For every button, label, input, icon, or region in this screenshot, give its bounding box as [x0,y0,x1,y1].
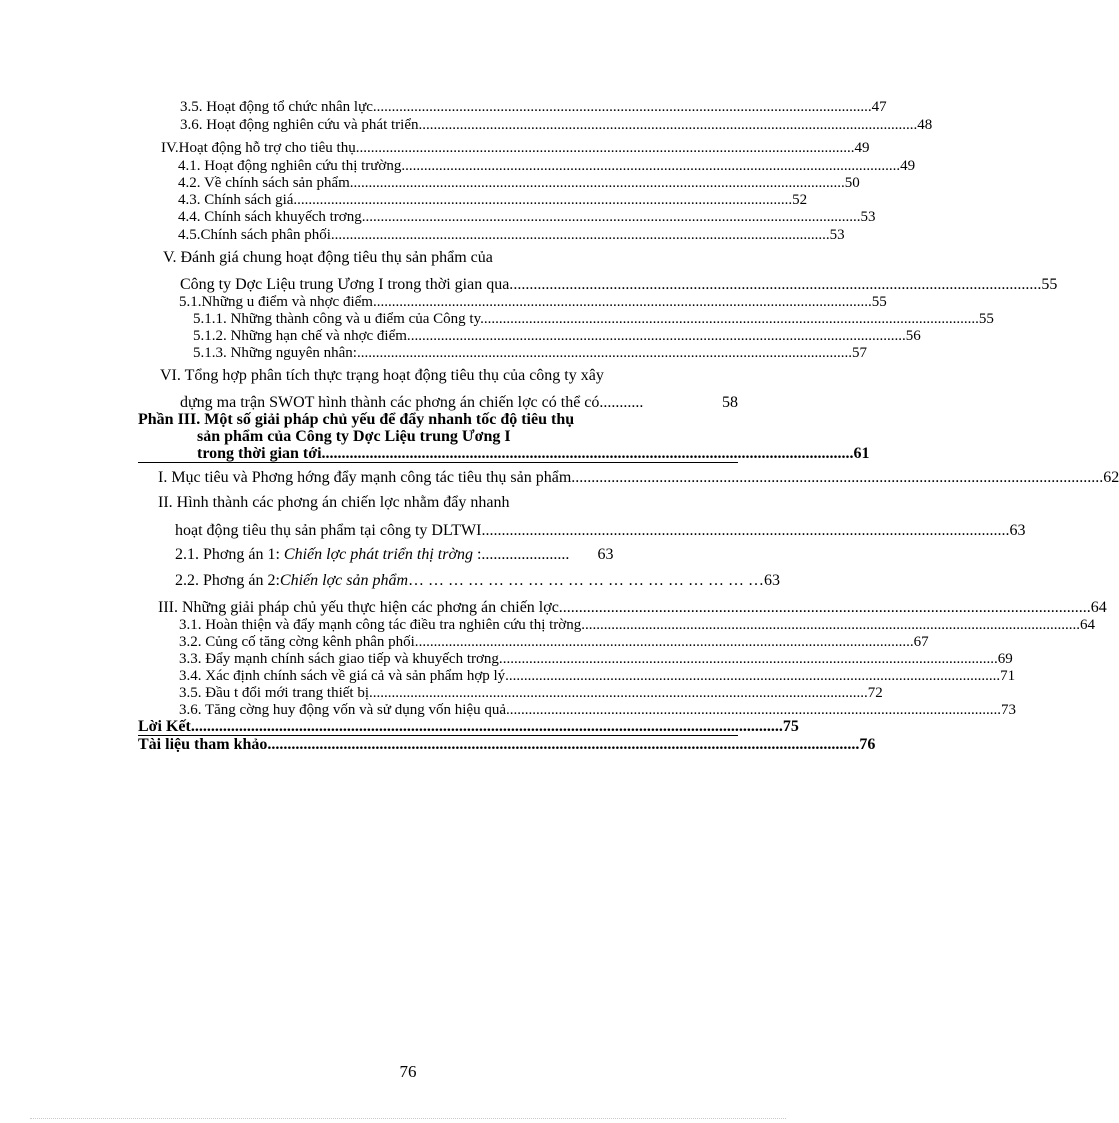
toc-entry-title: 4.5.Chính sách phân phối. [178,227,335,243]
toc-entry-page: 49 [900,158,916,174]
toc-entry-title: 5.1.2. Những hạn chế và nhợc điểm. [193,328,411,344]
divider [138,462,738,463]
toc-leader: .................................................................................................................................... [513,276,1042,293]
toc-leader: .................................................................................................................................... [405,158,901,174]
toc-entry-page: 53 [860,209,876,225]
toc-entry[interactable] [179,668,1016,684]
toc-entry-title: Tài liệu tham khảo [138,736,268,753]
toc-entry[interactable] [180,395,738,411]
toc-entry[interactable] [175,572,780,589]
toc-entry-title: trong thời gian tới. [197,445,326,462]
toc-entry[interactable] [178,158,916,174]
toc-leader: .................................................................................................................................................... [267,736,860,753]
toc-entry-title: II. Hình thành các phơng án chiến lợc nhằm đẩy nhanh [158,494,510,511]
toc-leader: .................................................................................................................................... [356,345,852,361]
toc-leader: .................................................................................................................................... [502,651,998,667]
toc-entry[interactable] [179,634,929,650]
toc-entry[interactable] [138,736,876,753]
toc-leader: .................................................................................................................................... [376,294,872,310]
toc-entry-title: 2.2. Phơng án 2: [175,572,280,589]
toc-entry-page: 71 [1000,668,1016,684]
toc-leader: … … … … … … … … … … … … … … … … … … [408,572,764,589]
toc-entry-title: 3.5. Đầu t đổi mới trang thiết bị. [179,685,373,701]
toc-entry-page: 76 [859,736,876,753]
toc-entry[interactable] [158,469,1119,486]
toc-entry[interactable] [175,522,1026,539]
toc-entry-page: 58 [722,394,738,411]
toc-leader: .................................................................................................................................................... [190,718,783,735]
toc-entry-title: 4.3. Chính sách giá. [178,192,298,208]
toc-entry-title: 4.1. Hoạt động nghiên cứu thị trường. [178,158,406,174]
toc-entry[interactable] [193,328,921,344]
toc-entry-page: 47 [871,99,887,115]
toc-entry-page: 62 [1103,469,1119,486]
toc-entry-page: 52 [792,192,808,208]
toc-entry[interactable] [179,651,1013,667]
toc-leader: .................................................................................................................................... [505,668,1001,684]
toc-leader: ........... [599,394,644,411]
toc-leader: .................................................................................................................................... [575,469,1104,486]
toc-leader: .................................................................................................................................... [483,311,979,327]
part-heading-line [197,429,738,445]
toc-leader: .................................................................................................................................... [562,599,1091,616]
toc-entry-page: 53 [829,227,845,243]
toc-entry-title: V. Đánh giá chung hoạt động tiêu thụ sản phẩm của [163,249,493,266]
toc-leader: .................................................................................................................................... [325,445,854,462]
toc-entry[interactable] [193,311,994,327]
toc-entry-page: 73 [1001,702,1016,718]
toc-entry-title: 5.1.Những u điểm và nhợc điểm. [179,294,377,310]
toc-entry-title: hoạt động tiêu thụ sản phẩm tại công ty DLTWI [175,522,482,539]
toc-entry[interactable] [197,445,870,462]
toc-entry-italic: Chiến lợc phát triển thị trờng [283,546,477,563]
toc-entry[interactable] [179,685,883,701]
toc-entry-page: 75 [782,718,799,735]
toc-entry-page: 50 [844,175,860,191]
toc-leader: .................................................................................................................................... [372,685,868,701]
toc-entry-page: 67 [913,634,929,650]
part-heading[interactable] [138,412,738,428]
toc-entry-title: Lời Kết [138,718,191,735]
toc-entry-title: sản phẩm của Công ty Dợc Liệu trung Ương I [197,428,511,445]
toc-entry-title: 2.1. Phơng án 1: [175,546,284,563]
toc-entry-title: IV.Hoạt động hỗ trợ cho tiêu thụ. [161,140,360,156]
toc-leader: .................................................................................................................................... [297,192,793,208]
toc-entry[interactable] [178,209,876,225]
toc-heading[interactable] [163,250,738,266]
toc-entry-title: 3.6. Tăng cờng huy động vốn và sử dụng vốn hiệu quả [179,702,506,718]
toc-entry[interactable] [175,547,738,563]
toc-entry[interactable] [180,99,887,115]
toc-entry-page: 49 [854,140,870,156]
toc-entry-page: 57 [851,345,867,361]
toc-entry[interactable] [178,227,845,243]
toc-entry-title: 3.3. Đẩy mạnh chính sách giao tiếp và khuyếch trơng. [179,651,503,667]
toc-leader: .................................................................................................................................... [506,702,1001,718]
toc-entry-title: 3.6. Hoạt động nghiên cứu và phát triển. [180,117,423,133]
toc-entry[interactable] [180,276,1058,293]
toc-leader: .................................................................................................................................... [349,175,845,191]
toc-leader: .................................................................................................................................... [359,140,855,156]
toc-entry[interactable] [158,599,1107,616]
toc-entry[interactable] [179,617,1095,633]
toc-entry-italic: Chiến lợc sản phẩm [279,572,408,589]
toc-entry-page: 48 [917,117,933,133]
toc-entry-title: VI. Tổng hợp phân tích thực trạng hoạt động tiêu thụ của công ty xây [160,367,604,384]
toc-leader: .................................................................................................................................... [584,617,1080,633]
toc-entry-title: 5.1.3. Những nguyên nhân: [193,345,357,361]
toc-leader: .................................................................................................................................... [410,328,906,344]
toc-entry-title: Công ty Dợc Liệu trung Ương I trong thời gian qua. [180,276,514,293]
toc-entry-title: 3.5. Hoạt động tổ chức nhân lực. [180,99,377,115]
toc-entry[interactable] [179,294,887,310]
toc-entry-page: 69 [997,651,1013,667]
toc-heading[interactable] [158,495,738,511]
toc-entry-title: Phần III. Một số giải pháp chủ yếu để đẩy nhanh tốc độ tiêu thụ [138,411,575,428]
toc-leader: .................................................................................................................................... [422,117,918,133]
toc-entry[interactable] [138,718,799,735]
toc-entry-page: 63 [597,546,614,563]
toc-entry-title: 3.1. Hoàn thiện và đẩy mạnh công tác điều tra nghiên cứu thị trờng. [179,617,585,633]
toc-leader: .................................................................................................................................... [334,227,830,243]
toc-entry-title: III. Những giải pháp chủ yếu thực hiện các phơng án chiến lợc. [158,599,563,616]
toc-entry-title: 3.2. Củng cố tăng cờng kênh phân phối. [179,634,419,650]
toc-leader: .................................................................................................................................... [376,99,872,115]
toc-entry-title: 5.1.1. Những thành công và u điểm của Công ty. [193,311,484,327]
toc-entry-page: 56 [905,328,921,344]
toc-entry[interactable] [193,345,867,361]
toc-entry-page: 63 [1009,522,1026,539]
toc-entry[interactable] [178,175,860,191]
toc-entry[interactable] [178,192,808,208]
toc-leader: .................................................................................................................................... [418,634,914,650]
toc-entry-page: 64 [1090,599,1107,616]
toc-heading[interactable] [160,368,738,384]
page-number: 76 [399,1062,417,1081]
toc-entry-title: I. Mục tiêu và Phơng hớng đẩy mạnh công tác tiêu thụ sản phẩm. [158,469,576,486]
toc-entry-title: 4.4. Chính sách khuyếch trơng. [178,209,366,225]
toc-entry-page: 55 [871,294,887,310]
toc-entry[interactable] [179,702,1016,718]
toc-entry-title: dựng ma trận SWOT hình thành các phơng án chiến lợc có thể có [180,394,600,411]
toc-entry-page: 61 [853,445,870,462]
toc-leader: .................................................................................................................................... [365,209,861,225]
toc-entry-page: 55 [1041,276,1058,293]
page-edge-line [30,1118,786,1119]
toc-leader: :...................... [476,546,570,563]
toc-entry-page: 63 [764,572,780,589]
toc-entry-title: 4.2. Về chính sách sản phẩm [178,175,350,191]
toc-entry-page: 72 [867,685,883,701]
toc-leader: .................................................................................................................................... [481,522,1010,539]
toc-entry[interactable] [161,140,870,156]
toc-entry-title: 3.4. Xác định chính sách về giá cả và sản phẩm hợp lý [179,668,506,684]
toc-entry-page: 55 [978,311,994,327]
toc-entry[interactable] [180,117,933,133]
toc-entry-page: 64 [1079,617,1095,633]
